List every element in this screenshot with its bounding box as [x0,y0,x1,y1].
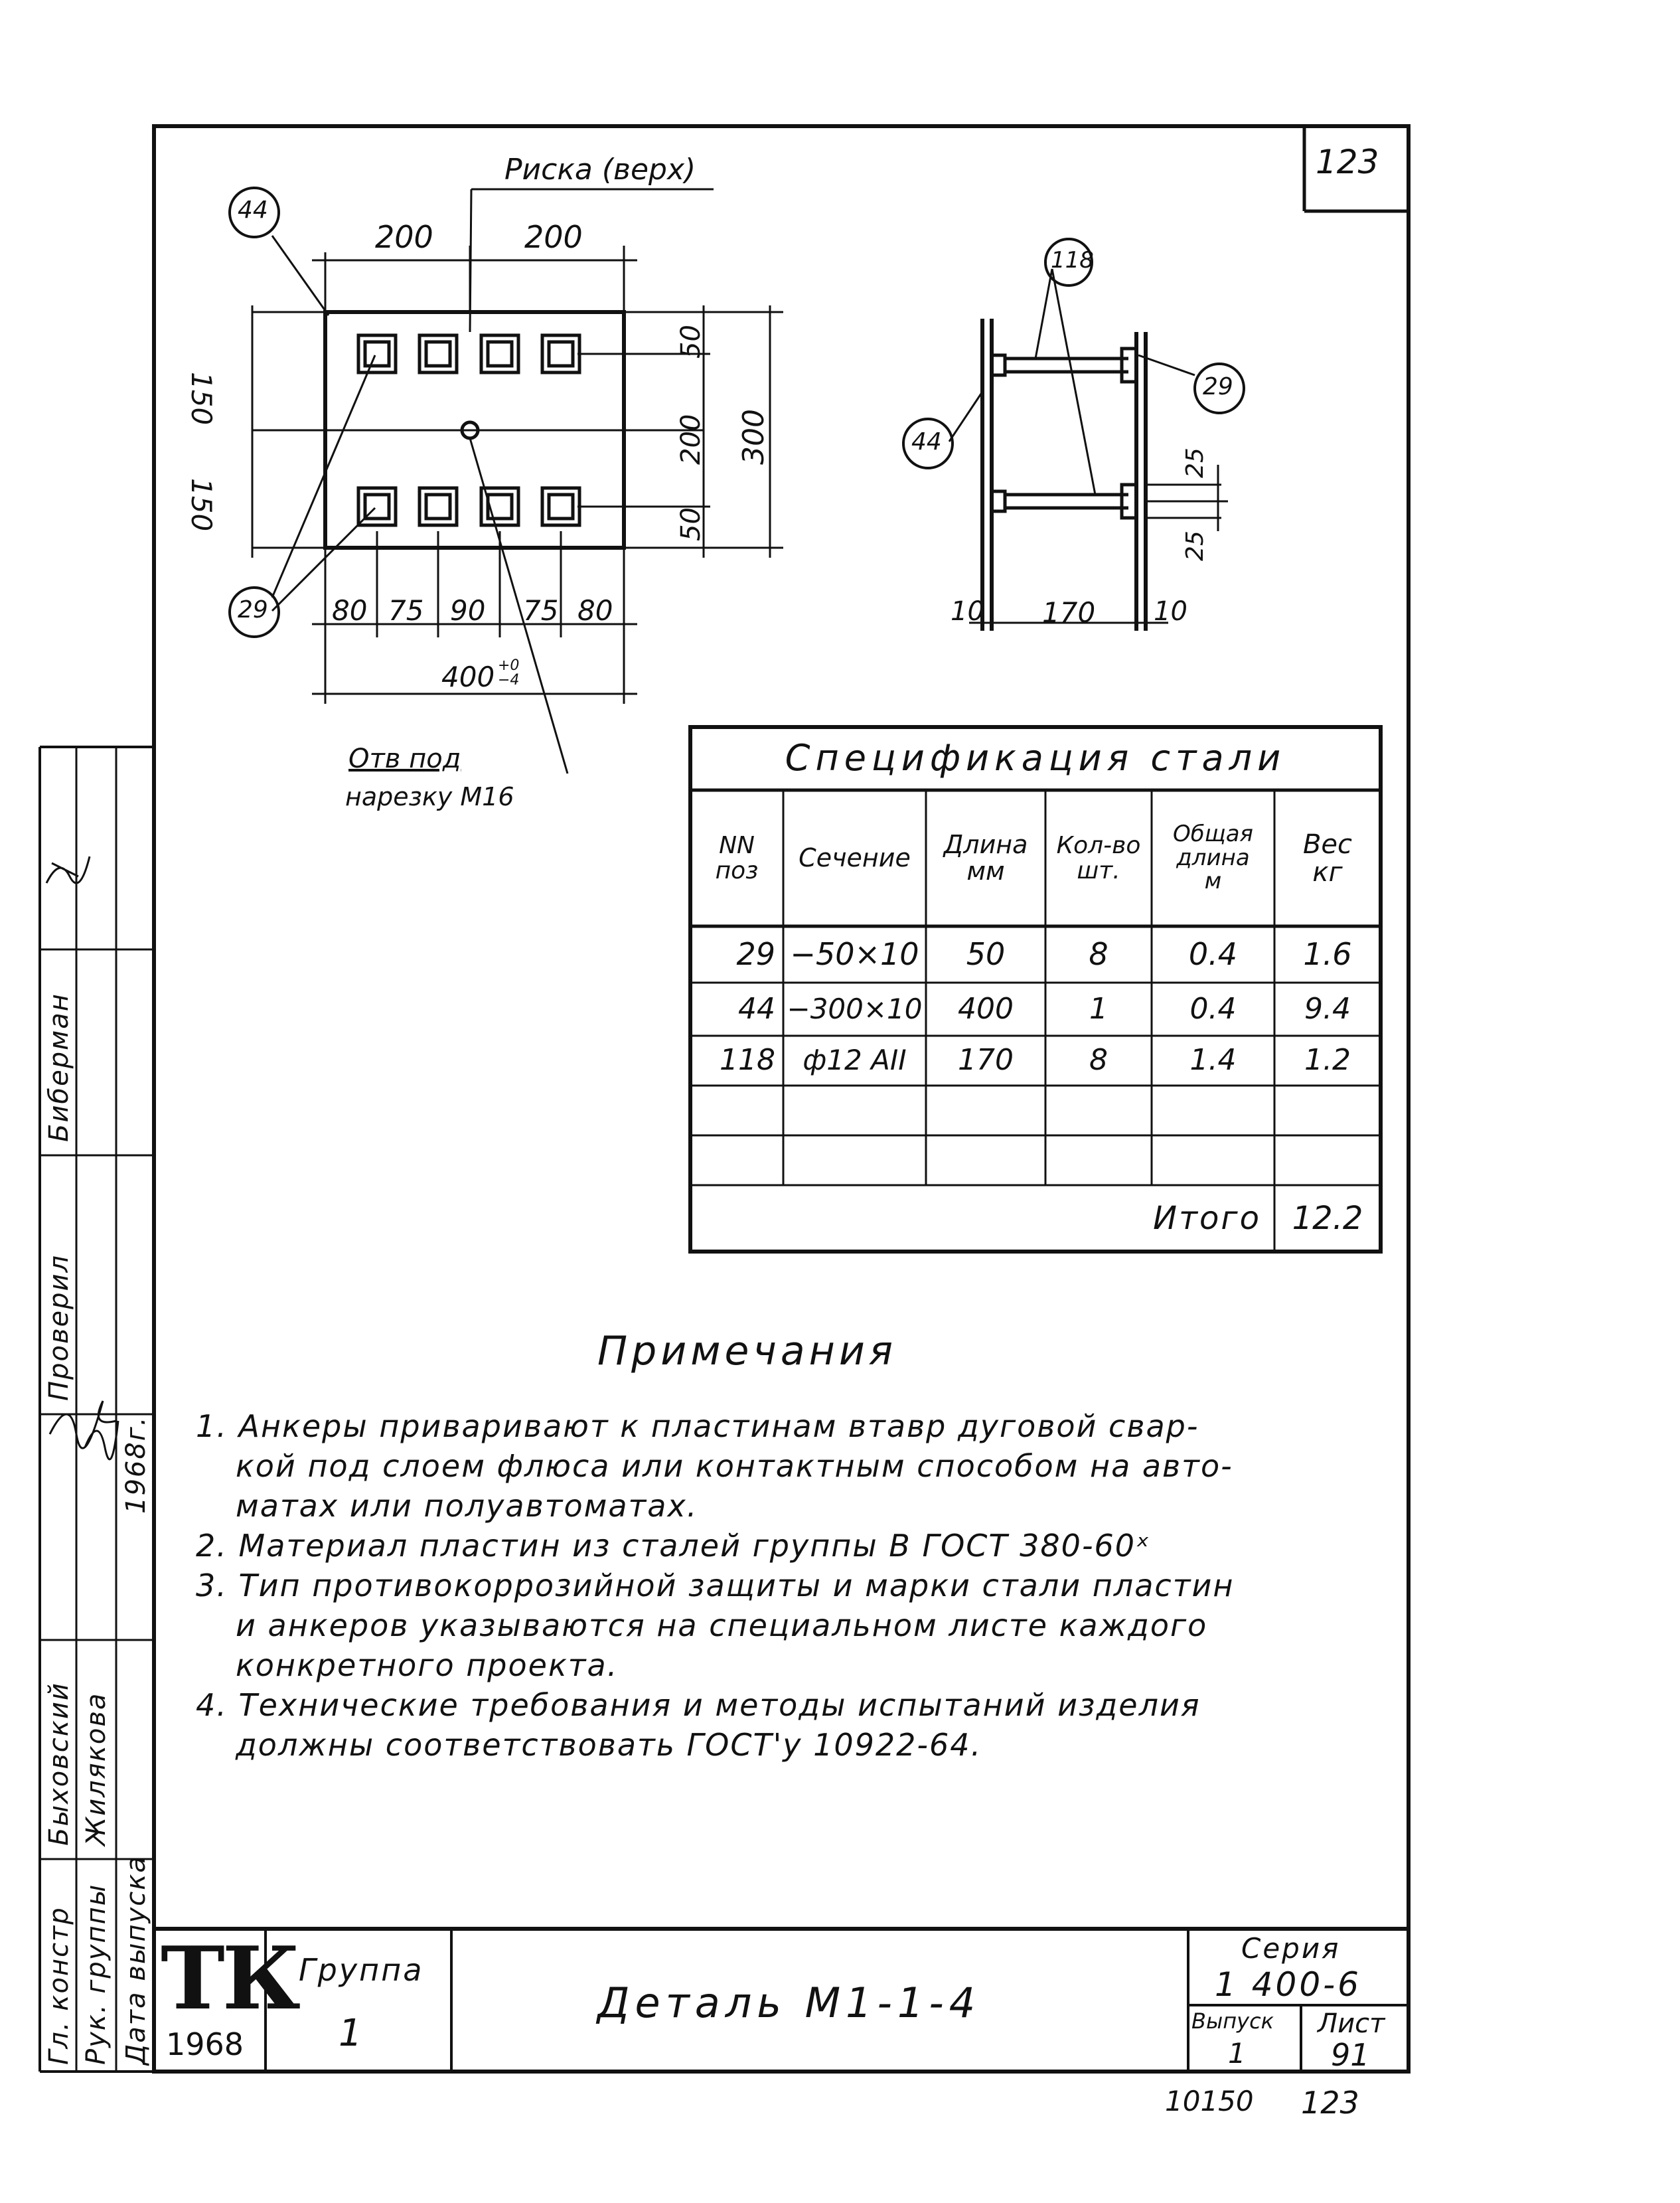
drawing-title: Деталь М1-1-4 [597,1979,981,2027]
hole-label-1: Отв под [348,744,461,774]
spec-total-label: Итого [1153,1199,1261,1237]
side-name-2: Жилякова [81,1692,112,1846]
sheet-value: 91 [1331,2037,1370,2073]
notes-title: Примечания [597,1328,897,1374]
note-line-6: и анкеров указываются на специальном листе каждого [236,1607,1208,1643]
spec-header-total-length: Общая длина м [1172,820,1254,895]
side-role-date: Дата выпуска [121,1855,151,2065]
spec-header-section: Сечение [799,843,911,872]
callout-44: 44 [238,197,268,224]
spec-row-3-length: 170 [958,1043,1014,1078]
spec-row-1-length: 50 [966,936,1006,973]
spec-row-2-weight: 9.4 [1304,991,1351,1026]
side-label-name: Биберман [44,993,74,1142]
spec-row-1-qty: 8 [1089,936,1108,973]
dim-bottom-2: 75 [388,594,424,627]
spec-row-3-weight: 1.2 [1304,1043,1351,1078]
sheet-label: Лист [1318,2008,1385,2039]
dim-bottom-3: 90 [450,594,486,627]
note-line-5: 3. Тип противокоррозийной защиты и марки стали пластин [196,1568,1235,1603]
note-line-2: кой под слоем флюса или контактным способом на авто- [236,1448,1233,1484]
spec-row-2-qty: 1 [1089,991,1108,1026]
spec-total-value: 12.2 [1292,1199,1363,1237]
spec-row-1-section: −50×10 [790,936,919,973]
callout-29: 29 [238,596,268,623]
note-line-9: должны соответствовать ГОСТ'у 10922-64. [236,1727,982,1763]
dim-bottom-1: 80 [332,594,368,627]
mark-label: Риска (верх) [504,153,696,187]
side-role-group: Рук. группы [81,1883,112,2065]
spec-row-1-total-length: 0.4 [1188,936,1238,973]
spec-title: Спецификация стали [785,737,1286,779]
spec-header-pos: NN поз [715,831,759,884]
spec-row-3-total-length: 1.4 [1189,1043,1237,1078]
spec-header-length: Длина мм [943,829,1028,886]
dim-bottom-5: 80 [577,594,613,627]
issue-value: 1 [1228,2037,1246,2070]
spec-row-3-pos: 118 [720,1043,775,1078]
dim-right-1: 50 [676,325,706,359]
series-label: Серия [1241,1932,1341,1965]
spec-row-2-section: −300×10 [787,992,923,1025]
side-name-1: Быховский [44,1682,74,1846]
dim-section-170: 170 [1042,596,1096,629]
note-line-1: 1. Анкеры приваривают к пластинам втавр дуговой свар- [196,1408,1199,1444]
note-line-3: матах или полуавтоматах. [236,1488,698,1524]
spec-row-2-length: 400 [958,991,1014,1026]
dim-right-2: 200 [676,414,706,465]
dim-bottom-4: 75 [523,594,559,627]
group-label: Группа [299,1952,424,1988]
callout-118: 118 [1051,247,1094,274]
dim-total-tolerance: +0 −4 [498,657,520,689]
dim-25-lower: 25 [1182,530,1209,561]
side-year: 1968г. [121,1416,151,1514]
dim-top-1: 200 [375,219,433,255]
dim-section-10-right: 10 [1154,596,1187,627]
dim-25-upper: 25 [1182,448,1209,478]
side-role-chief: Гл. констр [44,1906,74,2065]
dim-top-2: 200 [524,219,583,255]
stamp-year: 1968 [166,2026,244,2062]
dim-total: 400 [441,661,495,693]
dim-right-3: 50 [676,507,706,541]
note-line-4: 2. Материал пластин из сталей группы В ГОСТ 380-60ˣ [196,1528,1151,1564]
dim-section-10-left: 10 [951,596,984,627]
dim-left-2: 150 [185,478,218,532]
spec-row-2-pos: 44 [738,991,775,1026]
note-line-7: конкретного проекта. [236,1647,619,1683]
spec-row-3-qty: 8 [1089,1043,1108,1078]
dim-left-1: 150 [185,372,218,426]
spec-row-2-total-length: 0.4 [1189,991,1237,1026]
spec-header-weight: Вес кг [1302,829,1353,888]
sheet-number-top: 123 [1316,143,1379,181]
sheet-number-bottom: 123 [1301,2085,1359,2121]
side-label-checked: Проверил [44,1254,74,1401]
series-value: 1 400-6 [1215,1965,1361,2004]
spec-row-1-weight: 1.6 [1303,936,1352,973]
archive-number: 10150 [1165,2085,1254,2117]
callout-44-section: 44 [911,428,942,455]
issue-label: Выпуск [1191,2008,1274,2034]
callout-29-section: 29 [1203,373,1233,400]
tk-logo: ТК [161,1927,298,2029]
spec-header-qty: Кол-во шт. [1056,831,1141,884]
group-value: 1 [339,2012,362,2055]
hole-label-2: нарезку М16 [345,782,514,811]
section-view [903,239,1244,631]
dim-right-outer: 300 [737,409,771,465]
note-line-8: 4. Технические требования и методы испытаний изделия [196,1687,1201,1723]
spec-row-3-section: ф12 AII [802,1044,907,1077]
spec-row-1-pos: 29 [736,936,775,973]
